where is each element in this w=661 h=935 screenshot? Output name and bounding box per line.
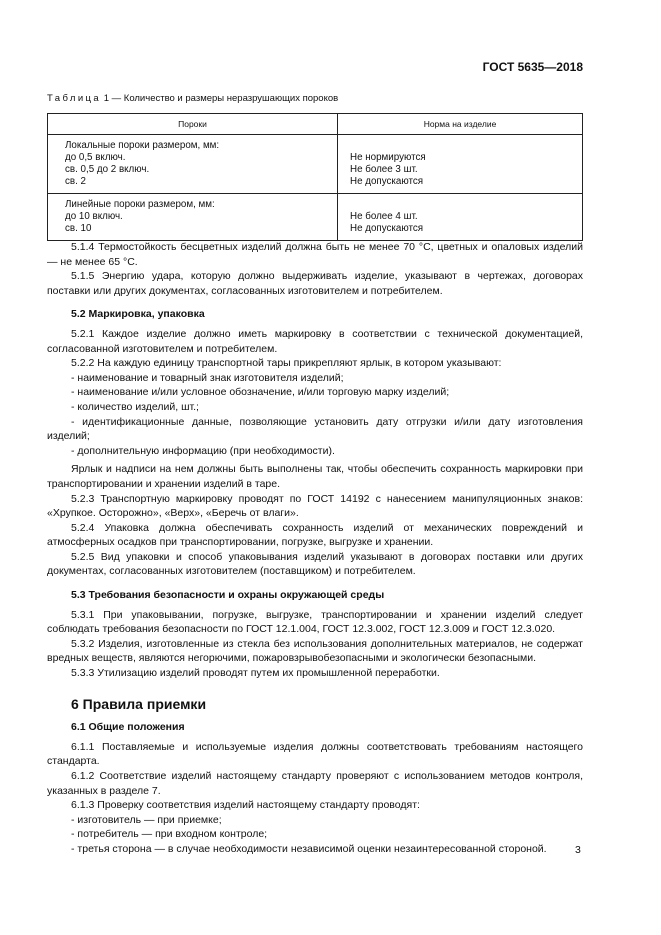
page-number: 3 <box>575 844 581 856</box>
list-item: - наименование и/или условное обозначение, и/или торговую марку изделий; <box>71 386 450 399</box>
table-caption-label: Таблица <box>47 93 102 104</box>
paragraph-5-3-2: 5.3.2 Изделия, изготовленные из стекла без использования дополнительных материалов, не содержат вредных веществ, являются негорючими, пожаровзрывобезопасными и экологически безопасными. <box>47 637 583 665</box>
paragraph-5-1-5: 5.1.5 Энергию удара, которую должно выдерживать изделие, указывают в чертежах, договорах поставки или других документах, согласованных изготовителем и потребителем. <box>47 270 583 297</box>
table-cell-norm: Не более 4 шт. Не допускаются <box>338 194 583 241</box>
table-cell-norm: Не нормируются Не более 3 шт. Не допускаются <box>338 135 583 194</box>
paragraph-5-2-4: 5.2.4 Упаковка должна обеспечивать сохранность изделий от механических повреждений и атмосферных осадков при транспортировании, погрузке, выгрузке и хранении. <box>47 521 583 549</box>
list-item: - изготовитель — при приемке; <box>71 813 222 826</box>
paragraph-5-3-1: 5.3.1 При упаковывании, погрузке, выгрузке, транспортировании и хранении изделий следует соблюдать требования безопасности по ГОСТ 12.1.004, ГОСТ 12.3.002, ГОСТ 12.3.009 и ГОСТ 12.3.020. <box>47 608 583 636</box>
paragraph-5-3-3: 5.3.3 Утилизацию изделий проводят путем их промышленной переработки. <box>71 667 440 680</box>
table-cell-defect: Локальные пороки размером, мм: до 0,5 включ. св. 0,5 до 2 включ. св. 2 <box>48 135 338 194</box>
list-item: - дополнительную информацию (при необходимости). <box>71 444 335 457</box>
paragraph-5-2-2: 5.2.2 На каждую единицу транспортной тары прикрепляют ярлык, в котором указывают: <box>71 357 502 370</box>
paragraph-5-2-5: 5.2.5 Вид упаковки и способ упаковывания изделий указывают в договорах поставки или других документах, согласованных изготовителем (поставщиком) и потребителем. <box>47 550 583 578</box>
document-header: ГОСТ 5635—2018 <box>482 60 583 74</box>
paragraph-6-1-3: 6.1.3 Проверку соответствия изделий настоящему стандарту проводят: <box>71 799 420 812</box>
section-heading-6: 6 Правила приемки <box>71 695 207 712</box>
paragraph-6-1-2: 6.1.2 Соответствие изделий настоящему стандарту проверяют с использованием методов контроля, указанных в разделе 7. <box>47 770 583 797</box>
list-item: - наименование и товарный знак изготовителя изделий; <box>71 371 344 384</box>
section-heading-5-2: 5.2 Маркировка, упаковка <box>71 308 205 321</box>
section-heading-5-3: 5.3 Требования безопасности и охраны окружающей среды <box>71 589 385 602</box>
paragraph-6-1-1: 6.1.1 Поставляемые и используемые изделия должны соответствовать требованиям настоящего стандарта. <box>47 740 583 768</box>
list-item: - идентификационные данные, позволяющие установить дату отгрузки и/или дату изготовления изделий; <box>47 415 583 443</box>
table-cell-defect: Линейные пороки размером, мм: до 10 включ. св. 10 <box>48 194 338 241</box>
table-caption <box>47 93 338 104</box>
table-row <box>48 194 583 241</box>
paragraph-5-1-4: 5.1.4 Термостойкость бесцветных изделий должна быть не менее 70 °С, цветных и опаловых изделий — не менее 65 °С. <box>47 241 583 268</box>
paragraph-5-2-3: 5.2.3 Транспортную маркировку проводят по ГОСТ 14192 с нанесением манипуляционных знаков: «Хрупкое. Осторожно», «Верх», «Беречь от влаги». <box>47 492 583 520</box>
list-item: - количество изделий, шт.; <box>71 400 199 413</box>
table-row <box>48 135 583 194</box>
table-header-row <box>48 114 583 135</box>
defects-table <box>47 113 583 241</box>
document-body <box>47 240 583 857</box>
paragraph-label-note: Ярлык и надписи на нем должны быть выполнены так, чтобы обеспечить сохранность маркировки при транспортировании и хранении изделий в таре. <box>47 463 583 490</box>
table-col-defects: Пороки <box>48 114 338 135</box>
table-col-norm: Норма на изделие <box>338 114 583 135</box>
table-caption-number: 1 <box>103 93 109 104</box>
table-caption-text: — Количество и размеры неразрушающих пороков <box>111 93 339 104</box>
list-item: - потребитель — при входном контроле; <box>71 828 268 841</box>
list-item: - третья сторона — в случае необходимости независимой оценки незаинтересованной стороной. <box>71 842 547 855</box>
paragraph-5-2-1: 5.2.1 Каждое изделие должно иметь маркировку в соответствии с технической документацией, согласованной изготовителем и потребителем. <box>47 327 583 355</box>
section-heading-6-1: 6.1 Общие положения <box>71 721 185 734</box>
